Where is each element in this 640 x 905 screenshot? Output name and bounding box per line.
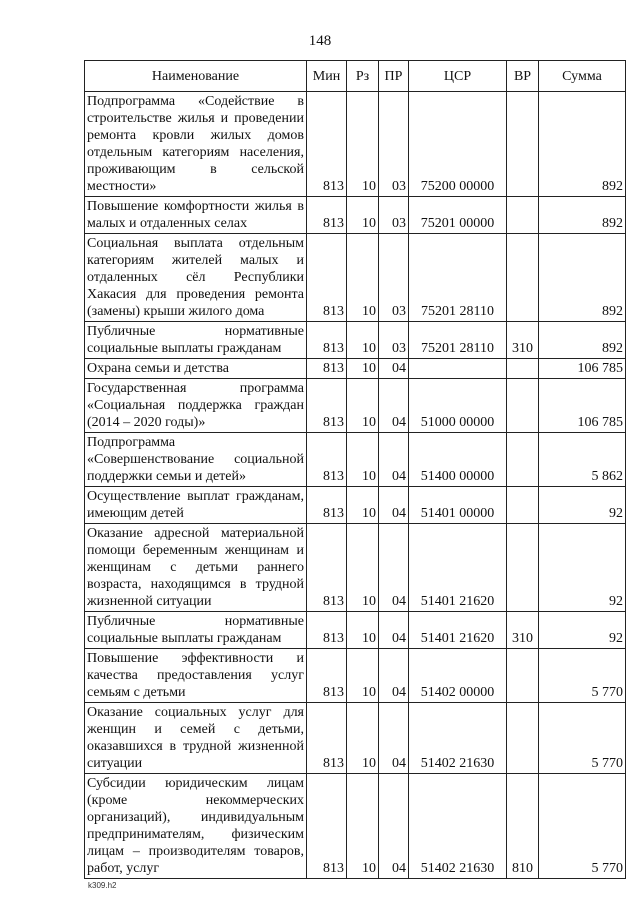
cell-vr <box>507 234 539 322</box>
cell-csr: 51400 00000 <box>409 433 507 487</box>
cell-csr: 51402 21630 <box>409 774 507 879</box>
table-row <box>85 703 626 774</box>
cell-min: 813 <box>307 359 347 379</box>
table-header-row <box>85 61 626 92</box>
cell-rz: 10 <box>347 359 379 379</box>
cell-sum: 92 <box>539 487 626 524</box>
cell-pr: 04 <box>379 379 409 433</box>
cell-sum: 92 <box>539 524 626 612</box>
cell-rz: 10 <box>347 322 379 359</box>
cell-rz: 10 <box>347 234 379 322</box>
cell-sum: 892 <box>539 322 626 359</box>
cell-name: Публичные нормативные социальные выплаты гражданам <box>85 612 307 649</box>
cell-min: 813 <box>307 612 347 649</box>
cell-min: 813 <box>307 487 347 524</box>
cell-min: 813 <box>307 649 347 703</box>
cell-pr: 04 <box>379 703 409 774</box>
table-row <box>85 612 626 649</box>
cell-name: Подпрограмма «Содействие в строительстве жилья и проведении ремонта кровли жилых домов отдельным категориям населения, проживающим в сельской местности» <box>85 92 307 197</box>
cell-vr <box>507 197 539 234</box>
cell-vr <box>507 649 539 703</box>
cell-min: 813 <box>307 92 347 197</box>
cell-min: 813 <box>307 322 347 359</box>
cell-pr: 04 <box>379 359 409 379</box>
cell-pr: 04 <box>379 649 409 703</box>
cell-csr: 51401 21620 <box>409 612 507 649</box>
table-row <box>85 92 626 197</box>
cell-rz: 10 <box>347 92 379 197</box>
cell-csr: 75201 00000 <box>409 197 507 234</box>
cell-sum: 5 862 <box>539 433 626 487</box>
cell-name: Публичные нормативные социальные выплаты гражданам <box>85 322 307 359</box>
cell-vr: 310 <box>507 322 539 359</box>
cell-pr: 04 <box>379 524 409 612</box>
cell-vr <box>507 703 539 774</box>
cell-name: Оказание адресной материальной помощи беременным женщинам и женщинам с детьми раннего возраста, находящимся в трудной жизненной ситуации <box>85 524 307 612</box>
header-pr: ПР <box>379 61 409 92</box>
cell-min: 813 <box>307 774 347 879</box>
cell-name: Повышение комфортности жилья в малых и отдаленных селах <box>85 197 307 234</box>
table-row <box>85 322 626 359</box>
cell-pr: 04 <box>379 433 409 487</box>
table-body <box>85 92 626 879</box>
table-row <box>85 524 626 612</box>
table-row <box>85 649 626 703</box>
cell-vr <box>507 524 539 612</box>
table-row <box>85 359 626 379</box>
cell-rz: 10 <box>347 487 379 524</box>
cell-pr: 04 <box>379 774 409 879</box>
cell-csr: 51402 21630 <box>409 703 507 774</box>
cell-sum: 5 770 <box>539 703 626 774</box>
cell-csr: 51402 00000 <box>409 649 507 703</box>
cell-name: Субсидии юридическим лицам (кроме некоммерческих организаций), индивидуальным предпринимателям, физическим лицам – производителям товаров, работ, услуг <box>85 774 307 879</box>
table-row <box>85 379 626 433</box>
cell-min: 813 <box>307 433 347 487</box>
cell-pr: 03 <box>379 92 409 197</box>
cell-name: Социальная выплата отдельным категориям жителей малых и отдаленных сёл Республики Хакасия для проведения ремонта (замены) крыши жилого дома <box>85 234 307 322</box>
header-rz: Рз <box>347 61 379 92</box>
page-number: 148 <box>308 33 332 49</box>
table-row <box>85 774 626 879</box>
header-csr: ЦСР <box>409 61 507 92</box>
cell-min: 813 <box>307 703 347 774</box>
cell-rz: 10 <box>347 524 379 612</box>
cell-csr: 51401 21620 <box>409 524 507 612</box>
cell-sum: 5 770 <box>539 649 626 703</box>
cell-name: Подпрограмма «Совершенствование социальной поддержки семьи и детей» <box>85 433 307 487</box>
table-row <box>85 487 626 524</box>
cell-csr: 75201 28110 <box>409 322 507 359</box>
header-name: Наименование <box>85 61 307 92</box>
header-vr: ВР <box>507 61 539 92</box>
cell-vr <box>507 379 539 433</box>
cell-name: Государственная программа «Социальная поддержка граждан (2014 – 2020 годы)» <box>85 379 307 433</box>
cell-vr <box>507 487 539 524</box>
cell-min: 813 <box>307 379 347 433</box>
header-sum: Сумма <box>539 61 626 92</box>
cell-csr: 75200 00000 <box>409 92 507 197</box>
cell-vr <box>507 359 539 379</box>
footer-code: k309.h2 <box>88 881 117 890</box>
cell-csr: 51000 00000 <box>409 379 507 433</box>
cell-pr: 03 <box>379 197 409 234</box>
cell-name: Охрана семьи и детства <box>85 359 307 379</box>
cell-min: 813 <box>307 524 347 612</box>
cell-rz: 10 <box>347 649 379 703</box>
cell-sum: 5 770 <box>539 774 626 879</box>
cell-rz: 10 <box>347 379 379 433</box>
cell-pr: 04 <box>379 487 409 524</box>
cell-vr: 310 <box>507 612 539 649</box>
cell-name: Осуществление выплат гражданам, имеющим детей <box>85 487 307 524</box>
cell-csr: 75201 28110 <box>409 234 507 322</box>
cell-min: 813 <box>307 234 347 322</box>
cell-rz: 10 <box>347 433 379 487</box>
cell-sum: 892 <box>539 92 626 197</box>
cell-vr <box>507 433 539 487</box>
cell-rz: 10 <box>347 612 379 649</box>
cell-sum: 892 <box>539 197 626 234</box>
table-row <box>85 197 626 234</box>
cell-vr: 810 <box>507 774 539 879</box>
budget-table <box>84 60 626 879</box>
cell-pr: 03 <box>379 234 409 322</box>
cell-rz: 10 <box>347 703 379 774</box>
cell-sum: 106 785 <box>539 359 626 379</box>
cell-pr: 04 <box>379 612 409 649</box>
cell-sum: 106 785 <box>539 379 626 433</box>
cell-sum: 92 <box>539 612 626 649</box>
cell-csr: 51401 00000 <box>409 487 507 524</box>
cell-pr: 03 <box>379 322 409 359</box>
table-row <box>85 234 626 322</box>
cell-rz: 10 <box>347 197 379 234</box>
cell-vr <box>507 92 539 197</box>
cell-min: 813 <box>307 197 347 234</box>
cell-rz: 10 <box>347 774 379 879</box>
cell-sum: 892 <box>539 234 626 322</box>
header-min: Мин <box>307 61 347 92</box>
cell-name: Оказание социальных услуг для женщин и семей с детьми, оказавшихся в трудной жизненной ситуации <box>85 703 307 774</box>
cell-name: Повышение эффективности и качества предоставления услуг семьям с детьми <box>85 649 307 703</box>
cell-csr <box>409 359 507 379</box>
table-row <box>85 433 626 487</box>
